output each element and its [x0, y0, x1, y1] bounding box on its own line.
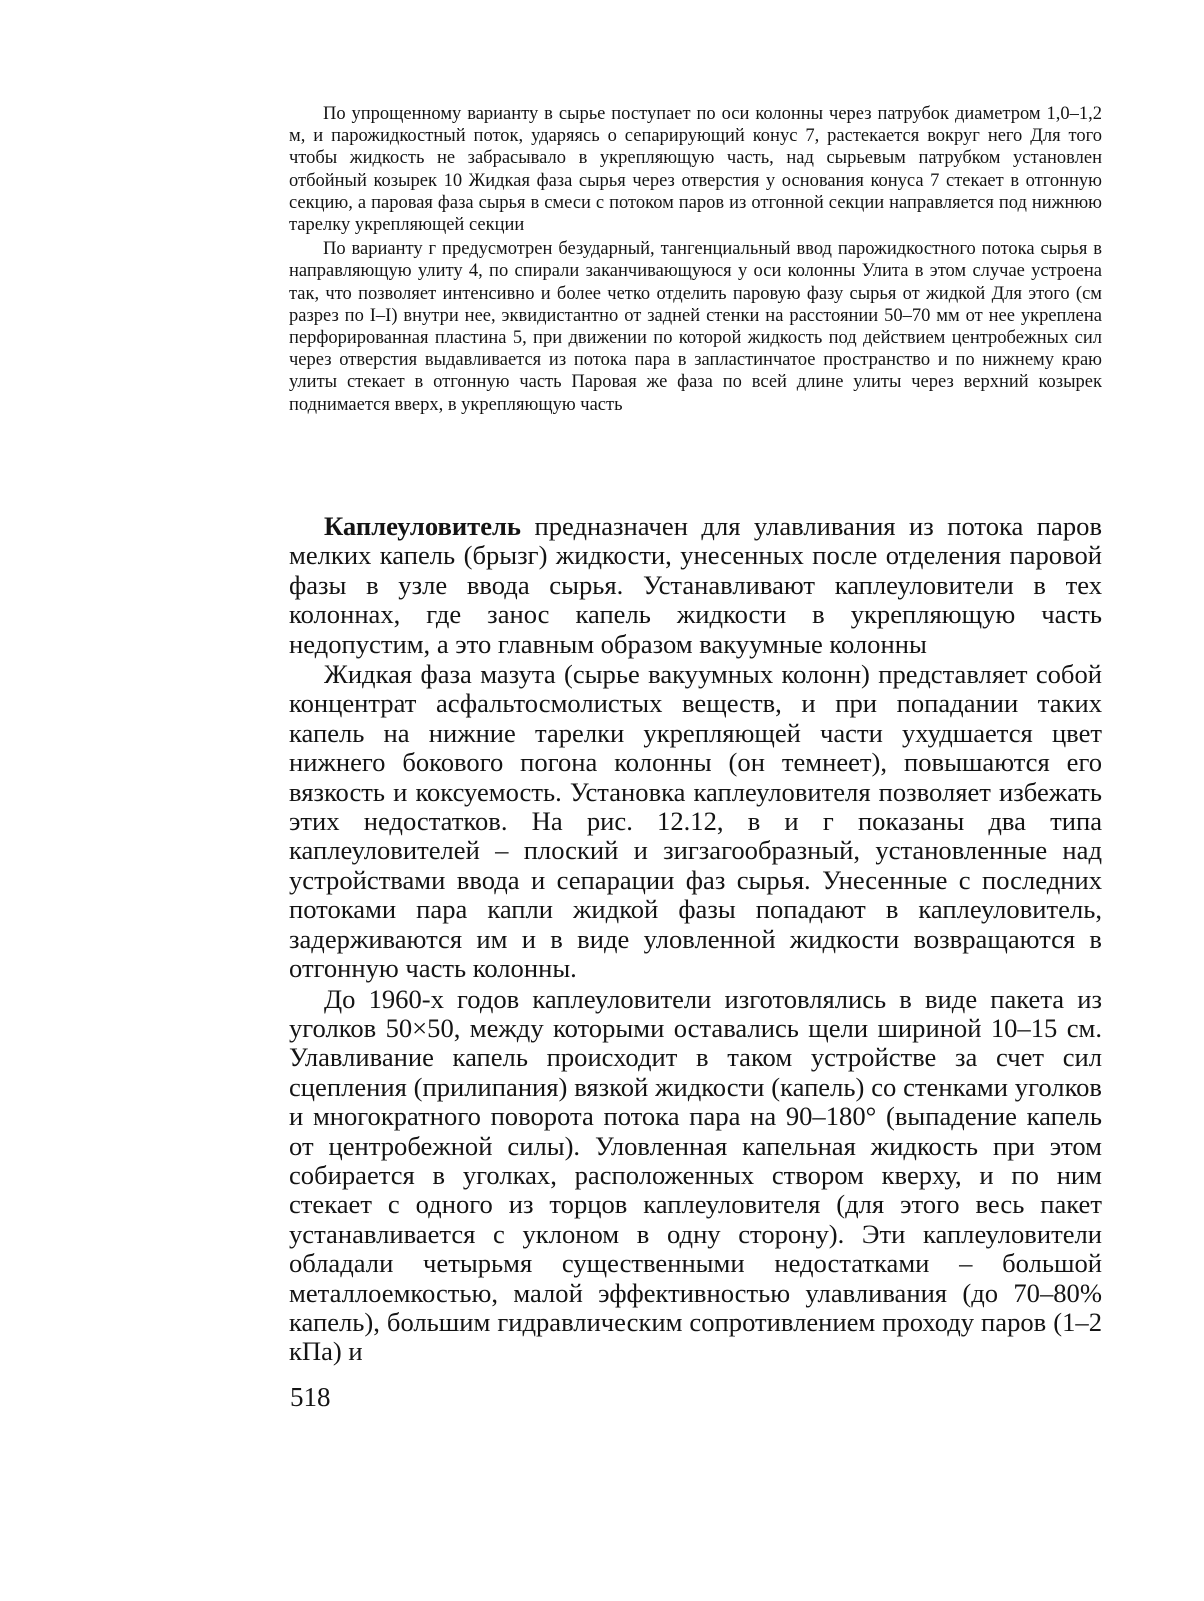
body-paragraph: До 1960-х годов каплеуловители изготовлялись в виде пакета из уголков 50×50, между которыми оставались щели шириной 10–15 см. Улавливание капель происходит в таком устройстве за счет сил сцепления (прилипания) вязкой жидкости (капель) со стенками уголков и многократного поворота потока пара на 90–180° (выпадение капель от центробежной силы). Уловленная капельная жидкость при этом собирается в уголках, расположенных створом кверху, и по ним стекает с одного из торцов каплеуловителя (для этого весь пакет устанавливается с уклоном в одну сторону). Эти каплеуловители обладали четырьмя существенными недостатками – большой металлоемкостью, малой эффективностью улавливания (до 70–80% капель), большим гидравлическим сопротивлением проходу паров (1–2 кПа) и: [289, 983, 1102, 1367]
small-print-section: [289, 103, 1102, 416]
body-paragraph: Жидкая фаза мазута (сырье вакуумных колонн) представляет собой концентрат асфальтосмолистых веществ, и при попадании таких капель на нижние тарелки укрепляющей части ухудшается цвет нижнего бокового погона колонны (он темнеет), повышаются его вязкость и коксуемость. Установка каплеуловителя позволяет избежать этих недостатков. На рис. 12.12, в и г показаны два типа каплеуловителей – плоский и зигзагообразный, установленные над устройствами ввода и сепарации фаз сырья. Унесенные с последних потоками пара капли жидкой фазы попадают в каплеуловитель, задерживаются им и в виде уловленной жидкости возвращаются в отгонную часть колонны.: [289, 659, 1102, 984]
small-print-paragraph: По варианту г предусмотрен безударный, тангенциальный ввод парожидкостного потока сырья в направляющую улиту 4, по спирали заканчивающуюся у оси колонны Улита в этом случае устроена так, что позволяет интенсивно и более четко отделить паровую фазу сырья от жидкой Для этого (см разрез по I–I) внутри нее, эквидистантно от задней стенки на расстоянии 50–70 мм от нее укреплена перфорированная пластина 5, при движении по которой жидкость под действием центробежных сил через отверстия выдавливается из потока пара в запластинчатое пространство и по нижнему краю улиты стекает в отгонную часть Паровая же фаза по всей длине улиты через верхний козырек поднимается вверх, в укрепляющую часть: [289, 239, 1102, 415]
paragraph-text: предназначен для улавливания из потока паров мелких капель (брызг) жидкости, унесенных после отделения паровой фазы в узле ввода сырья. Устанавливают каплеуловители в тех колоннах, где занос капель жидкости в укрепляющую часть недопустим, а это главным образом вакуумные колонны: [289, 511, 1102, 659]
main-text-section: [289, 512, 1102, 1367]
bold-term: Каплеуловитель: [324, 511, 521, 541]
small-print-paragraph: По упрощенному варианту в сырье поступает по оси колонны через патрубок диаметром 1,0–1,2 м, и парожидкостный поток, ударяясь о сепарирующий конус 7, растекается вокруг него Для того чтобы жидкость не забрасывало в укрепляющую часть, над сырьевым патрубком установлен отбойный козырек 10 Жидкая фаза сырья через отверстия у основания конуса 7 стекает в отгонную секцию, а паровая фаза сырья в смеси с потоком паров из отгонной секции направляется под нижнюю тарелку укрепляющей секции: [289, 104, 1102, 236]
body-paragraph: [289, 512, 1102, 659]
page-number: 518: [290, 1382, 331, 1412]
